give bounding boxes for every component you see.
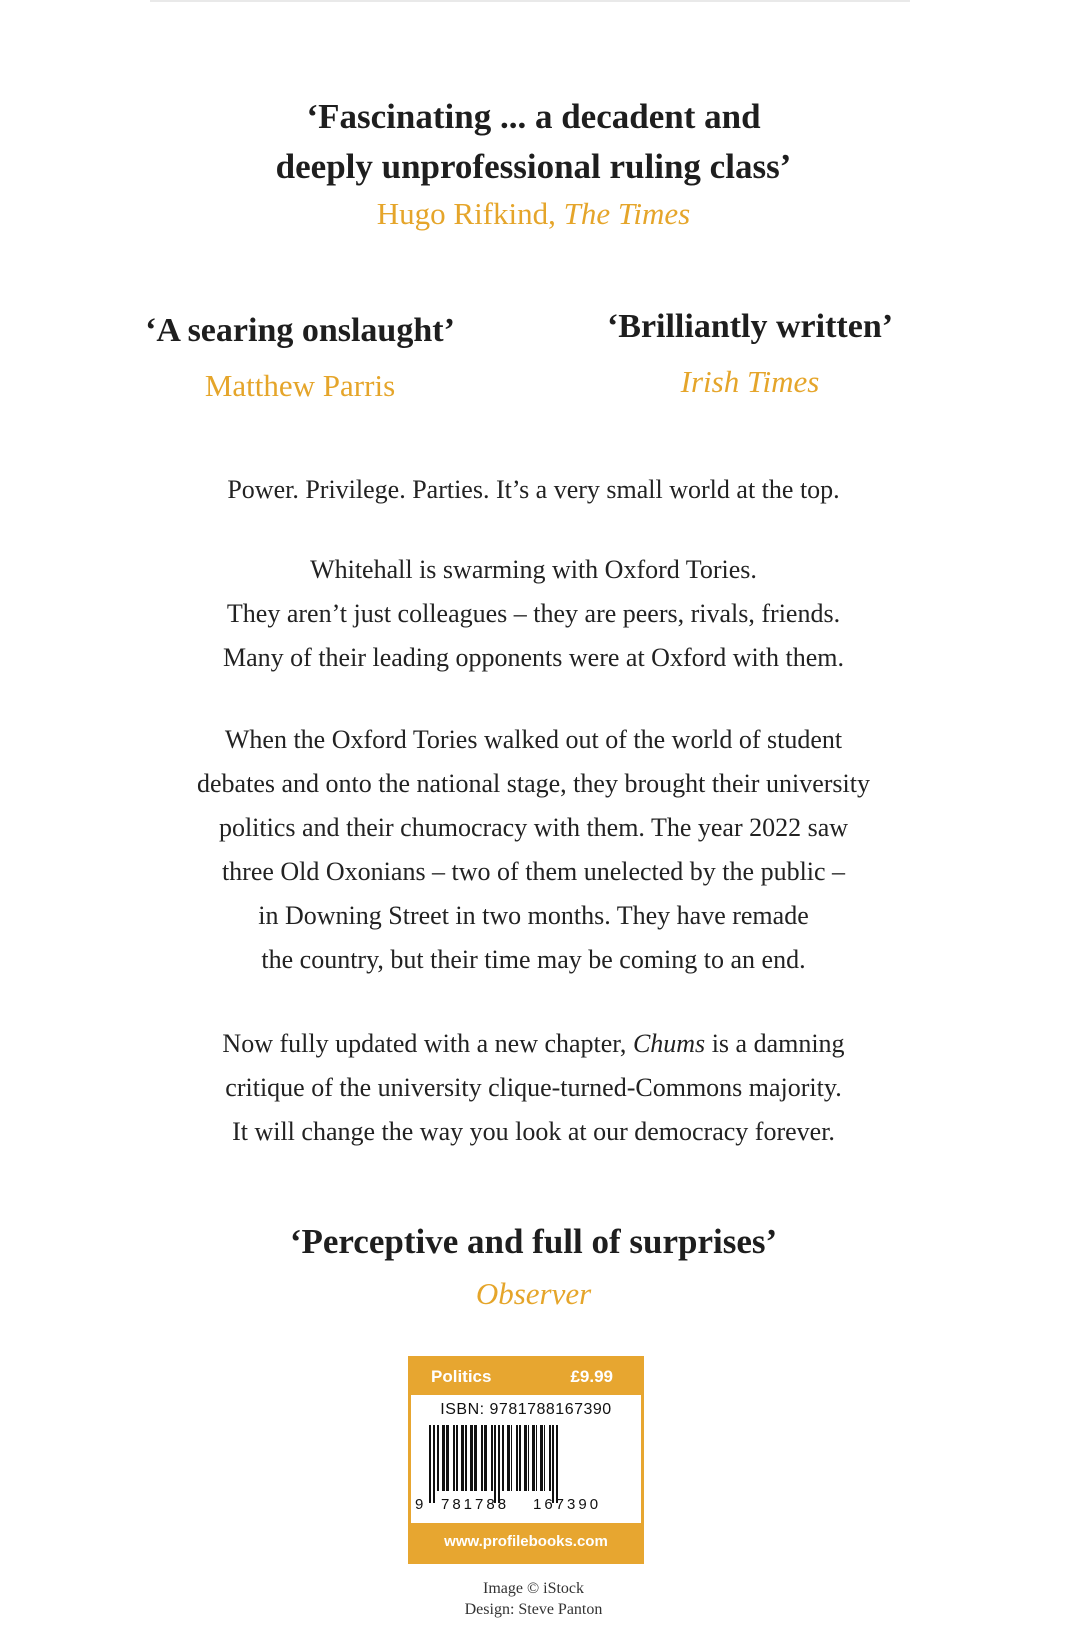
isbn-label: ISBN: 9781788167390 bbox=[440, 1401, 612, 1418]
barcode-bar bbox=[556, 1425, 558, 1503]
quote-bottom: ‘Perceptive and full of surprises’ bbox=[289, 1222, 778, 1261]
barcode-bar bbox=[481, 1425, 483, 1491]
quote-top bbox=[0, 92, 1067, 192]
blurb-line: critique of the university clique-turned-Commons majority. bbox=[225, 1073, 842, 1102]
blurb-line: When the Oxford Tories walked out of the world of student bbox=[224, 725, 843, 754]
design-credit: Design: Steve Panton bbox=[464, 1601, 603, 1618]
quote-top-line1: ‘Fascinating ... a decadent and bbox=[306, 97, 761, 136]
quote-left-source: Matthew Parris bbox=[204, 368, 396, 403]
publisher-url: www.profilebooks.com bbox=[411, 1523, 641, 1561]
quote-top-source-pub: The Times bbox=[563, 196, 691, 231]
barcode-bar bbox=[474, 1425, 477, 1491]
barcode-bar bbox=[465, 1425, 467, 1491]
quote-bottom-source: Observer bbox=[475, 1276, 592, 1311]
blurb-line: politics and their chumocracy with them. The year 2022 saw bbox=[218, 813, 849, 842]
barcode-bar bbox=[433, 1425, 435, 1503]
blurb-line: three Old Oxonians – two of them unelected by the public – bbox=[221, 857, 846, 886]
blurb-line bbox=[60, 1022, 1007, 1066]
barcode-header bbox=[411, 1359, 641, 1395]
blurb-text: is a damning bbox=[705, 1029, 845, 1058]
blurb-paragraph-1 bbox=[60, 468, 1007, 512]
barcode-bar bbox=[507, 1425, 510, 1491]
credits bbox=[0, 1578, 1067, 1620]
barcode-bar bbox=[536, 1425, 537, 1491]
top-edge-line bbox=[150, 0, 910, 2]
barcode-bar bbox=[544, 1425, 545, 1491]
barcode-box bbox=[408, 1356, 644, 1564]
blurb-line: the country, but their time may be coming to an end. bbox=[261, 945, 806, 974]
quote-left: ‘A searing onslaught’ bbox=[145, 312, 455, 349]
barcode-bar bbox=[429, 1425, 431, 1503]
blurb-paragraph-3 bbox=[60, 718, 1007, 982]
barcode-bar bbox=[470, 1425, 473, 1491]
barcode-digits-group1: 781788 bbox=[441, 1496, 510, 1513]
blurb-line: It will change the way you look at our democracy forever. bbox=[232, 1117, 835, 1146]
barcode-bar bbox=[437, 1425, 439, 1491]
barcode-bar bbox=[498, 1425, 500, 1503]
barcode-bar bbox=[494, 1425, 496, 1503]
barcode-bar bbox=[446, 1425, 449, 1491]
barcode-bar bbox=[516, 1425, 518, 1491]
blurb-line: Whitehall is swarming with Oxford Tories. bbox=[310, 555, 757, 584]
image-credit: Image © iStock bbox=[482, 1580, 585, 1597]
quote-top-line2: deeply unprofessional ruling class’ bbox=[275, 147, 792, 186]
barcode-bar bbox=[540, 1425, 543, 1491]
blurb-line: in Downing Street in two months. They have remade bbox=[258, 901, 809, 930]
barcode-digit-first: 9 bbox=[415, 1496, 424, 1513]
barcode-bar bbox=[502, 1425, 504, 1491]
quote-right: ‘Brilliantly written’ bbox=[606, 308, 894, 345]
price-label: £9.99 bbox=[570, 1367, 613, 1386]
barcode-bar bbox=[461, 1425, 464, 1491]
blurb-paragraph-4 bbox=[60, 1022, 1007, 1154]
barcode-bar bbox=[453, 1425, 455, 1491]
blurb-text: Now fully updated with a new chapter, bbox=[222, 1029, 633, 1058]
book-title: Chums bbox=[632, 1029, 706, 1058]
barcode-image bbox=[411, 1423, 641, 1513]
barcode-bar bbox=[456, 1425, 458, 1491]
barcode-bar bbox=[484, 1425, 487, 1491]
blurb-line: debates and onto the national stage, they brought their university bbox=[197, 769, 870, 798]
barcode-digits-group2: 167390 bbox=[533, 1496, 602, 1513]
blurb-line: Many of their leading opponents were at Oxford with them. bbox=[223, 643, 844, 672]
blurb-line: Power. Privilege. Parties. It’s a very small world at the top. bbox=[227, 475, 840, 504]
barcode-bar bbox=[519, 1425, 521, 1491]
quote-right-source: Irish Times bbox=[680, 364, 820, 399]
barcode-bar bbox=[549, 1425, 551, 1491]
category-label: Politics bbox=[431, 1367, 492, 1386]
barcode-bar bbox=[442, 1425, 445, 1491]
barcode-bar bbox=[511, 1425, 512, 1491]
barcode-bar bbox=[524, 1425, 527, 1491]
blurb-paragraph-2 bbox=[60, 548, 1007, 680]
barcode-bar bbox=[552, 1425, 554, 1503]
barcode-bar bbox=[532, 1425, 535, 1491]
blurb-line: They aren’t just colleagues – they are peers, rivals, friends. bbox=[226, 599, 841, 628]
barcode-bar bbox=[528, 1425, 529, 1491]
barcode-bar bbox=[491, 1425, 493, 1491]
quote-top-source-name: Hugo Rifkind, bbox=[376, 196, 564, 231]
quote-top-source bbox=[0, 196, 1067, 232]
